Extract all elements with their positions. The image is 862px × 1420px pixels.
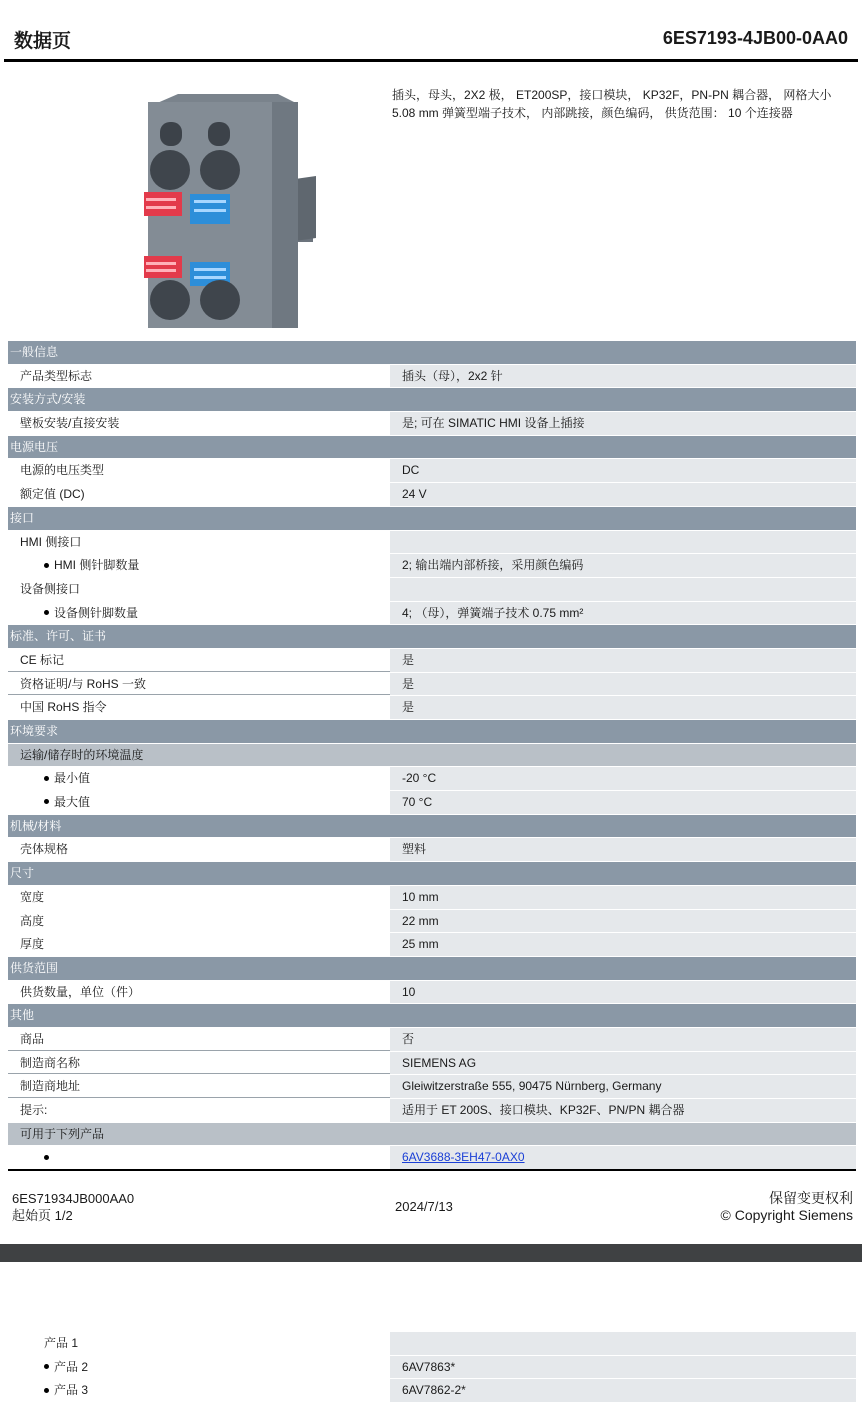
table-row: 制造商名称 SIEMENS AG (8, 1052, 856, 1076)
table-row: 商品 否 (8, 1028, 856, 1052)
table-row: 额定值 (DC) 24 V (8, 483, 856, 507)
table-row: 产品 3 6AV7862-2* (8, 1379, 856, 1403)
section-dimensions: 尺寸 (8, 862, 856, 886)
bullet-icon (44, 799, 49, 804)
page-header (0, 0, 862, 62)
table-row: 产品类型标志 插头（母），2x2 针 (8, 365, 856, 389)
section-supply-voltage: 电源电压 (8, 436, 856, 460)
table-row: 制造商地址 Gleiwitzerstraße 555, 90475 Nürnberg, Germany (8, 1075, 856, 1099)
table-row: 最小值 -20 °C (8, 767, 856, 791)
table-row: 宽度 10 mm (8, 886, 856, 910)
table-row: 设备侧接口 (8, 578, 856, 602)
footer-copyright: © Copyright Siemens (720, 1207, 853, 1223)
table-row: HMI 侧针脚数量 2; 输出端内部桥接，采用颜色编码 (8, 554, 856, 578)
table-row: 产品 1 (8, 1332, 856, 1356)
table-row: HMI 侧接口 (8, 531, 856, 555)
bullet-icon (44, 1155, 49, 1160)
section-standards: 标准、许可、证书 (8, 625, 856, 649)
spec-table (8, 341, 856, 1170)
product-link[interactable]: 6AV3688-3EH47-0AX0 (402, 1150, 525, 1165)
product-description: 插头，母头，2X2 极， ET200SP，接口模块， KP32F，PN-PN 耦合器， 网格大小 5.08 mm 弹簧型端子技术， 内部跳接，颜色编码， 供货范围： 10 个连接器 (392, 88, 832, 120)
section-other: 其他 (8, 1004, 856, 1028)
bullet-icon (44, 776, 49, 781)
table-row: 设备侧针脚数量 4; （母），弹簧端子技术 0.75 mm² (8, 602, 856, 626)
section-material: 机械/材料 (8, 815, 856, 839)
footer-date: 2024/7/13 (395, 1199, 453, 1214)
section-interfaces: 接口 (8, 507, 856, 531)
table-row: 壳体规格 塑料 (8, 838, 856, 862)
table-row: 最大值 70 °C (8, 791, 856, 815)
table-row: 产品 2 6AV7863* (8, 1356, 856, 1380)
table-row: 厚度 25 mm (8, 933, 856, 957)
table-row: 高度 22 mm (8, 910, 856, 934)
header-divider (4, 59, 858, 62)
part-number: 6ES7193-4JB00-0AA0 (662, 28, 848, 48)
subsection-temperature: 运输/储存时的环境温度 (8, 744, 856, 768)
footer-doc-id: 6ES71934JB000AA0 (12, 1191, 135, 1206)
footer-page: 起始页 1/2 (12, 1208, 73, 1223)
bullet-icon (44, 1388, 49, 1393)
table-row: 资格证明/与 RoHS 一致 是 (8, 673, 856, 697)
section-delivery: 供货范围 (8, 957, 856, 981)
table-row: 壁板安装/直接安装 是; 可在 SIMATIC HMI 设备上插接 (8, 412, 856, 436)
bullet-icon (44, 1364, 49, 1369)
page-break-bar (0, 1244, 862, 1262)
section-environment: 环境要求 (8, 720, 856, 744)
bullet-icon (44, 563, 49, 568)
section-general: 一般信息 (8, 341, 856, 365)
table-row: 提示: 适用于 ET 200S、接口模块、KP32F、PN/PN 耦合器 (8, 1099, 856, 1123)
footer-left (12, 1190, 134, 1224)
page2-table (8, 1332, 856, 1403)
section-mounting: 安装方式/安装 (8, 388, 856, 412)
table-row: 供货数量，单位（件） 10 (8, 981, 856, 1005)
page-title: 数据页 (14, 31, 72, 52)
table-row: CE 标记 是 (8, 649, 856, 673)
footer-rights: 保留变更权利 (769, 1190, 853, 1206)
table-row: 中国 RoHS 指令 是 (8, 696, 856, 720)
footer-divider (8, 1169, 856, 1171)
footer-right (721, 1190, 853, 1224)
subsection-available-for: 可用于下列产品 (8, 1123, 856, 1147)
product-image (138, 92, 322, 332)
table-row (8, 1146, 856, 1170)
bullet-icon (44, 610, 49, 615)
table-row: 电源的电压类型 DC (8, 459, 856, 483)
